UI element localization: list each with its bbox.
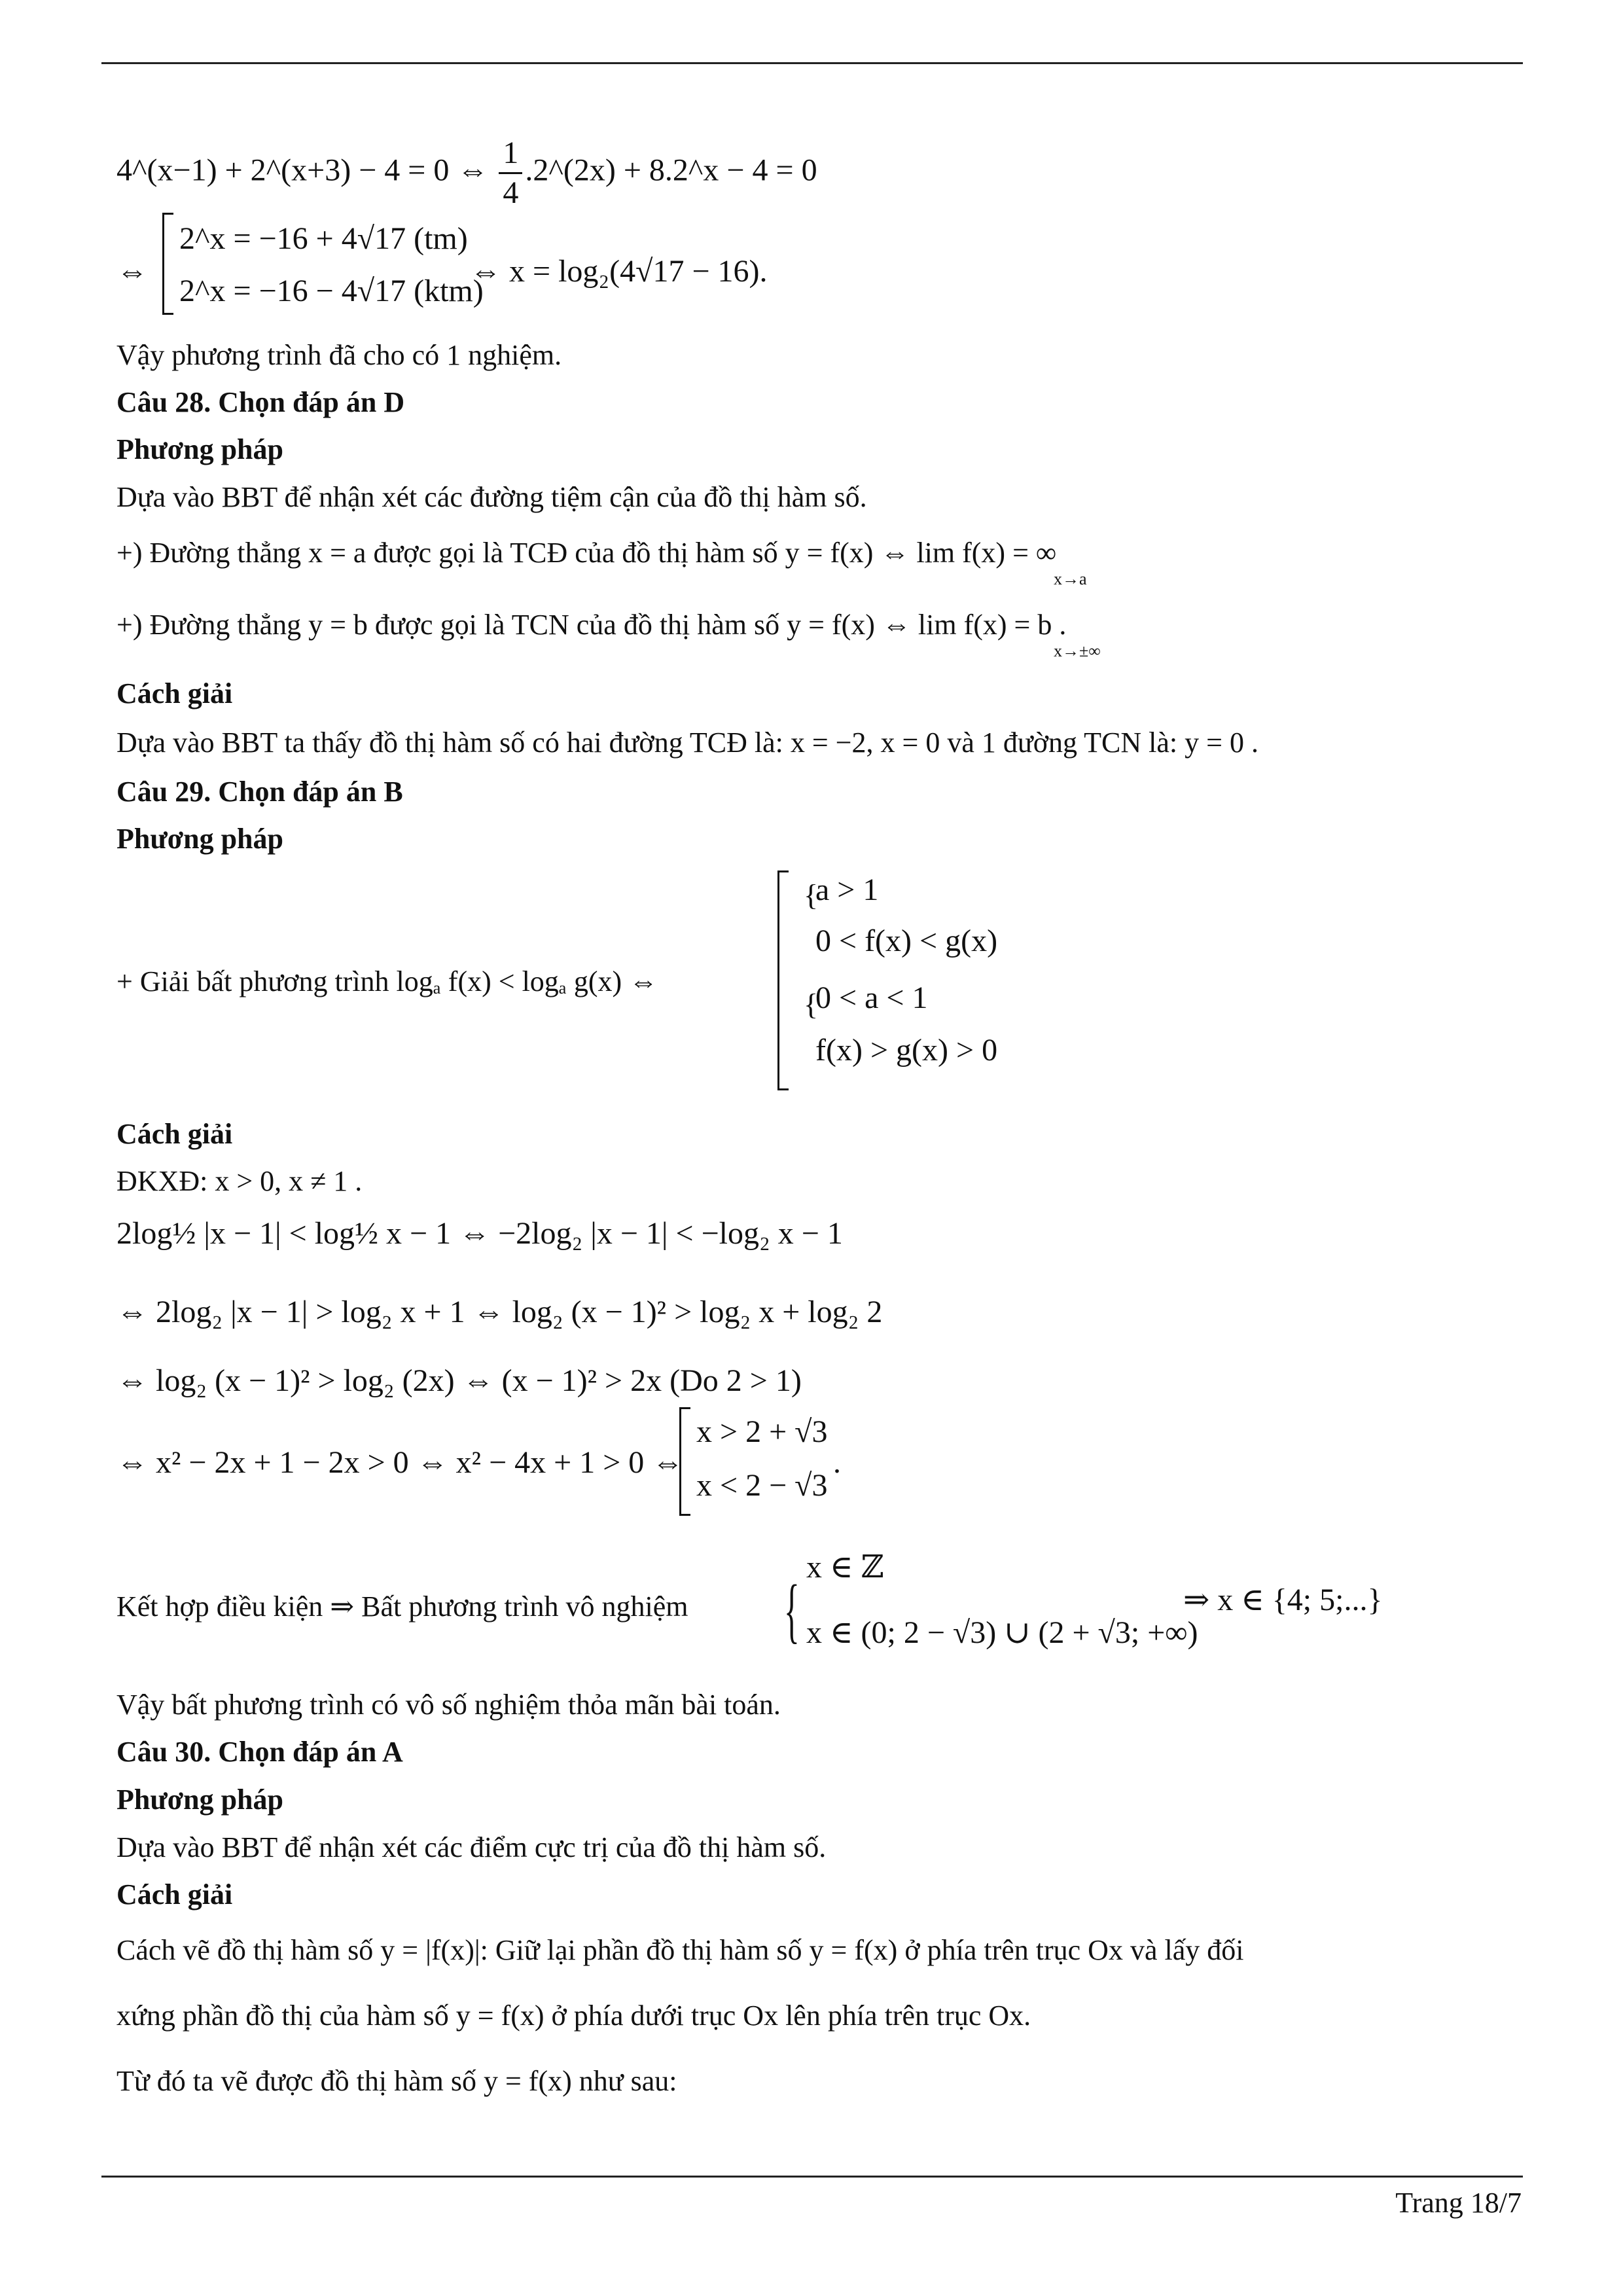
brace-bottom: { — [804, 988, 819, 1021]
q29-step3: ⇔ log₂ (x − 1)² > log₂ (2x) ⇔ (x − 1)² > 2x (Do 2 > 1) — [116, 1363, 802, 1398]
step4-dot: . — [833, 1445, 841, 1480]
q30-text2: xứng phần đồ thị của hàm số y = f(x) ở phía dưới trục Ox lên phía trên trục Ox. — [116, 2000, 1031, 2032]
q29-method-heading: Phương pháp — [116, 823, 283, 855]
case1-a: a > 1 — [815, 872, 879, 907]
brace-combine-symbol: { — [784, 1570, 800, 1650]
q29-step1: 2log½ |x − 1| < log½ x − 1 ⇔ −2log₂ |x − 1| < −log₂ x − 1 — [116, 1216, 843, 1251]
q29-method-text: + Giải bất phương trình logₐ f(x) < logₐ g(x) ⇔ — [116, 965, 658, 997]
q28-tcn: +) Đường thẳng y = b được gọi là TCN của đồ thị hàm số y = f(x) ⇔ lim f(x) = b . — [116, 609, 1067, 641]
q28-title: Câu 28. Chọn đáp án D — [116, 386, 405, 418]
q30-text3: Từ đó ta vẽ được đồ thị hàm số y = f(x) như sau: — [116, 2065, 677, 2097]
q28-method-text: Dựa vào BBT để nhận xét các đường tiệm cận của đồ thị hàm số. — [116, 481, 867, 513]
q30-method-heading: Phương pháp — [116, 1784, 283, 1816]
combine-result: ⇒ x ∈ {4; 5;...} — [1183, 1583, 1383, 1617]
q29-conclusion: Vậy bất phương trình có vô số nghiệm thỏa mãn bài toán. — [116, 1689, 781, 1721]
header-rule — [101, 62, 1523, 64]
system1-result: ⇔ x = log₂(4√17 − 16). — [470, 254, 768, 289]
combine-row2: x ∈ (0; 2 − √3) ∪ (2 + √3; +∞) — [806, 1615, 1198, 1650]
q29-dkxd: ĐKXĐ: x > 0, x ≠ 1 . — [116, 1165, 363, 1197]
q28-tcd: +) Đường thẳng x = a được gọi là TCĐ của đồ thị hàm số y = f(x) ⇔ lim f(x) = ∞ — [116, 537, 1057, 569]
fraction-one-quarter: $\frac{1}{4}$ — [499, 134, 522, 212]
combine-row1: x ∈ ℤ — [806, 1550, 884, 1585]
case1-b: 0 < f(x) < g(x) — [815, 924, 998, 958]
q28-solution-text: Dựa vào BBT ta thấy đồ thị hàm số có hai đường TCĐ là: x = −2, x = 0 và 1 đường TCN là: y = 0 . — [116, 726, 1258, 759]
q30-method-text: Dựa vào BBT để nhận xét các điểm cực trị của đồ thị hàm số. — [116, 1831, 827, 1863]
step4-row1: x > 2 + √3 — [696, 1414, 828, 1449]
system1-row1: 2^x = −16 + 4√17 (tm) — [179, 221, 468, 256]
brace-top: { — [804, 878, 819, 912]
q28-tcn-limit-sub: x→±∞ — [1054, 641, 1101, 660]
q30-title: Câu 30. Chọn đáp án A — [116, 1736, 403, 1768]
system1-row2: 2^x = −16 − 4√17 (ktm) — [179, 274, 484, 308]
q29-step2: ⇔ 2log₂ |x − 1| > log₂ x + 1 ⇔ log₂ (x − 1)² > log₂ x + log₂ 2 — [116, 1295, 883, 1329]
q29-title: Câu 29. Chọn đáp án B — [116, 776, 403, 808]
case2-b: f(x) > g(x) > 0 — [815, 1033, 998, 1067]
q28-tcd-limit-sub: x→a — [1054, 569, 1087, 588]
q30-solution-heading: Cách giải — [116, 1878, 233, 1910]
step4-row2: x < 2 − √3 — [696, 1468, 828, 1503]
q30-text1: Cách vẽ đồ thị hàm số y = |f(x)|: Giữ lại phần đồ thị hàm số y = f(x) ở phía trên trục Ox và lấy đối — [116, 1934, 1244, 1966]
q29-step4: ⇔ x² − 2x + 1 − 2x > 0 ⇔ x² − 4x + 1 > 0 ⇔ — [116, 1445, 684, 1480]
page-number: Trang 18/7 — [1395, 2187, 1522, 2219]
q29-combine: Kết hợp điều kiện ⇒ Bất phương trình vô nghiệm — [116, 1590, 688, 1623]
footer-rule — [101, 2176, 1523, 2178]
q29-solution-heading: Cách giải — [116, 1118, 233, 1150]
conclusion-27: Vậy phương trình đã cho có 1 nghiệm. — [116, 339, 562, 371]
q28-solution-heading: Cách giải — [116, 677, 233, 709]
q28-method-heading: Phương pháp — [116, 433, 283, 465]
case2-a: 0 < a < 1 — [815, 980, 928, 1015]
equation-main: 4^(x−1) + 2^(x+3) − 4 = 0 ⇔ $\frac{1}{4}$ .2^(2x) + 8.2^x − 4 = 0 — [116, 134, 817, 212]
iff-symbol: ⇔ — [116, 254, 148, 289]
